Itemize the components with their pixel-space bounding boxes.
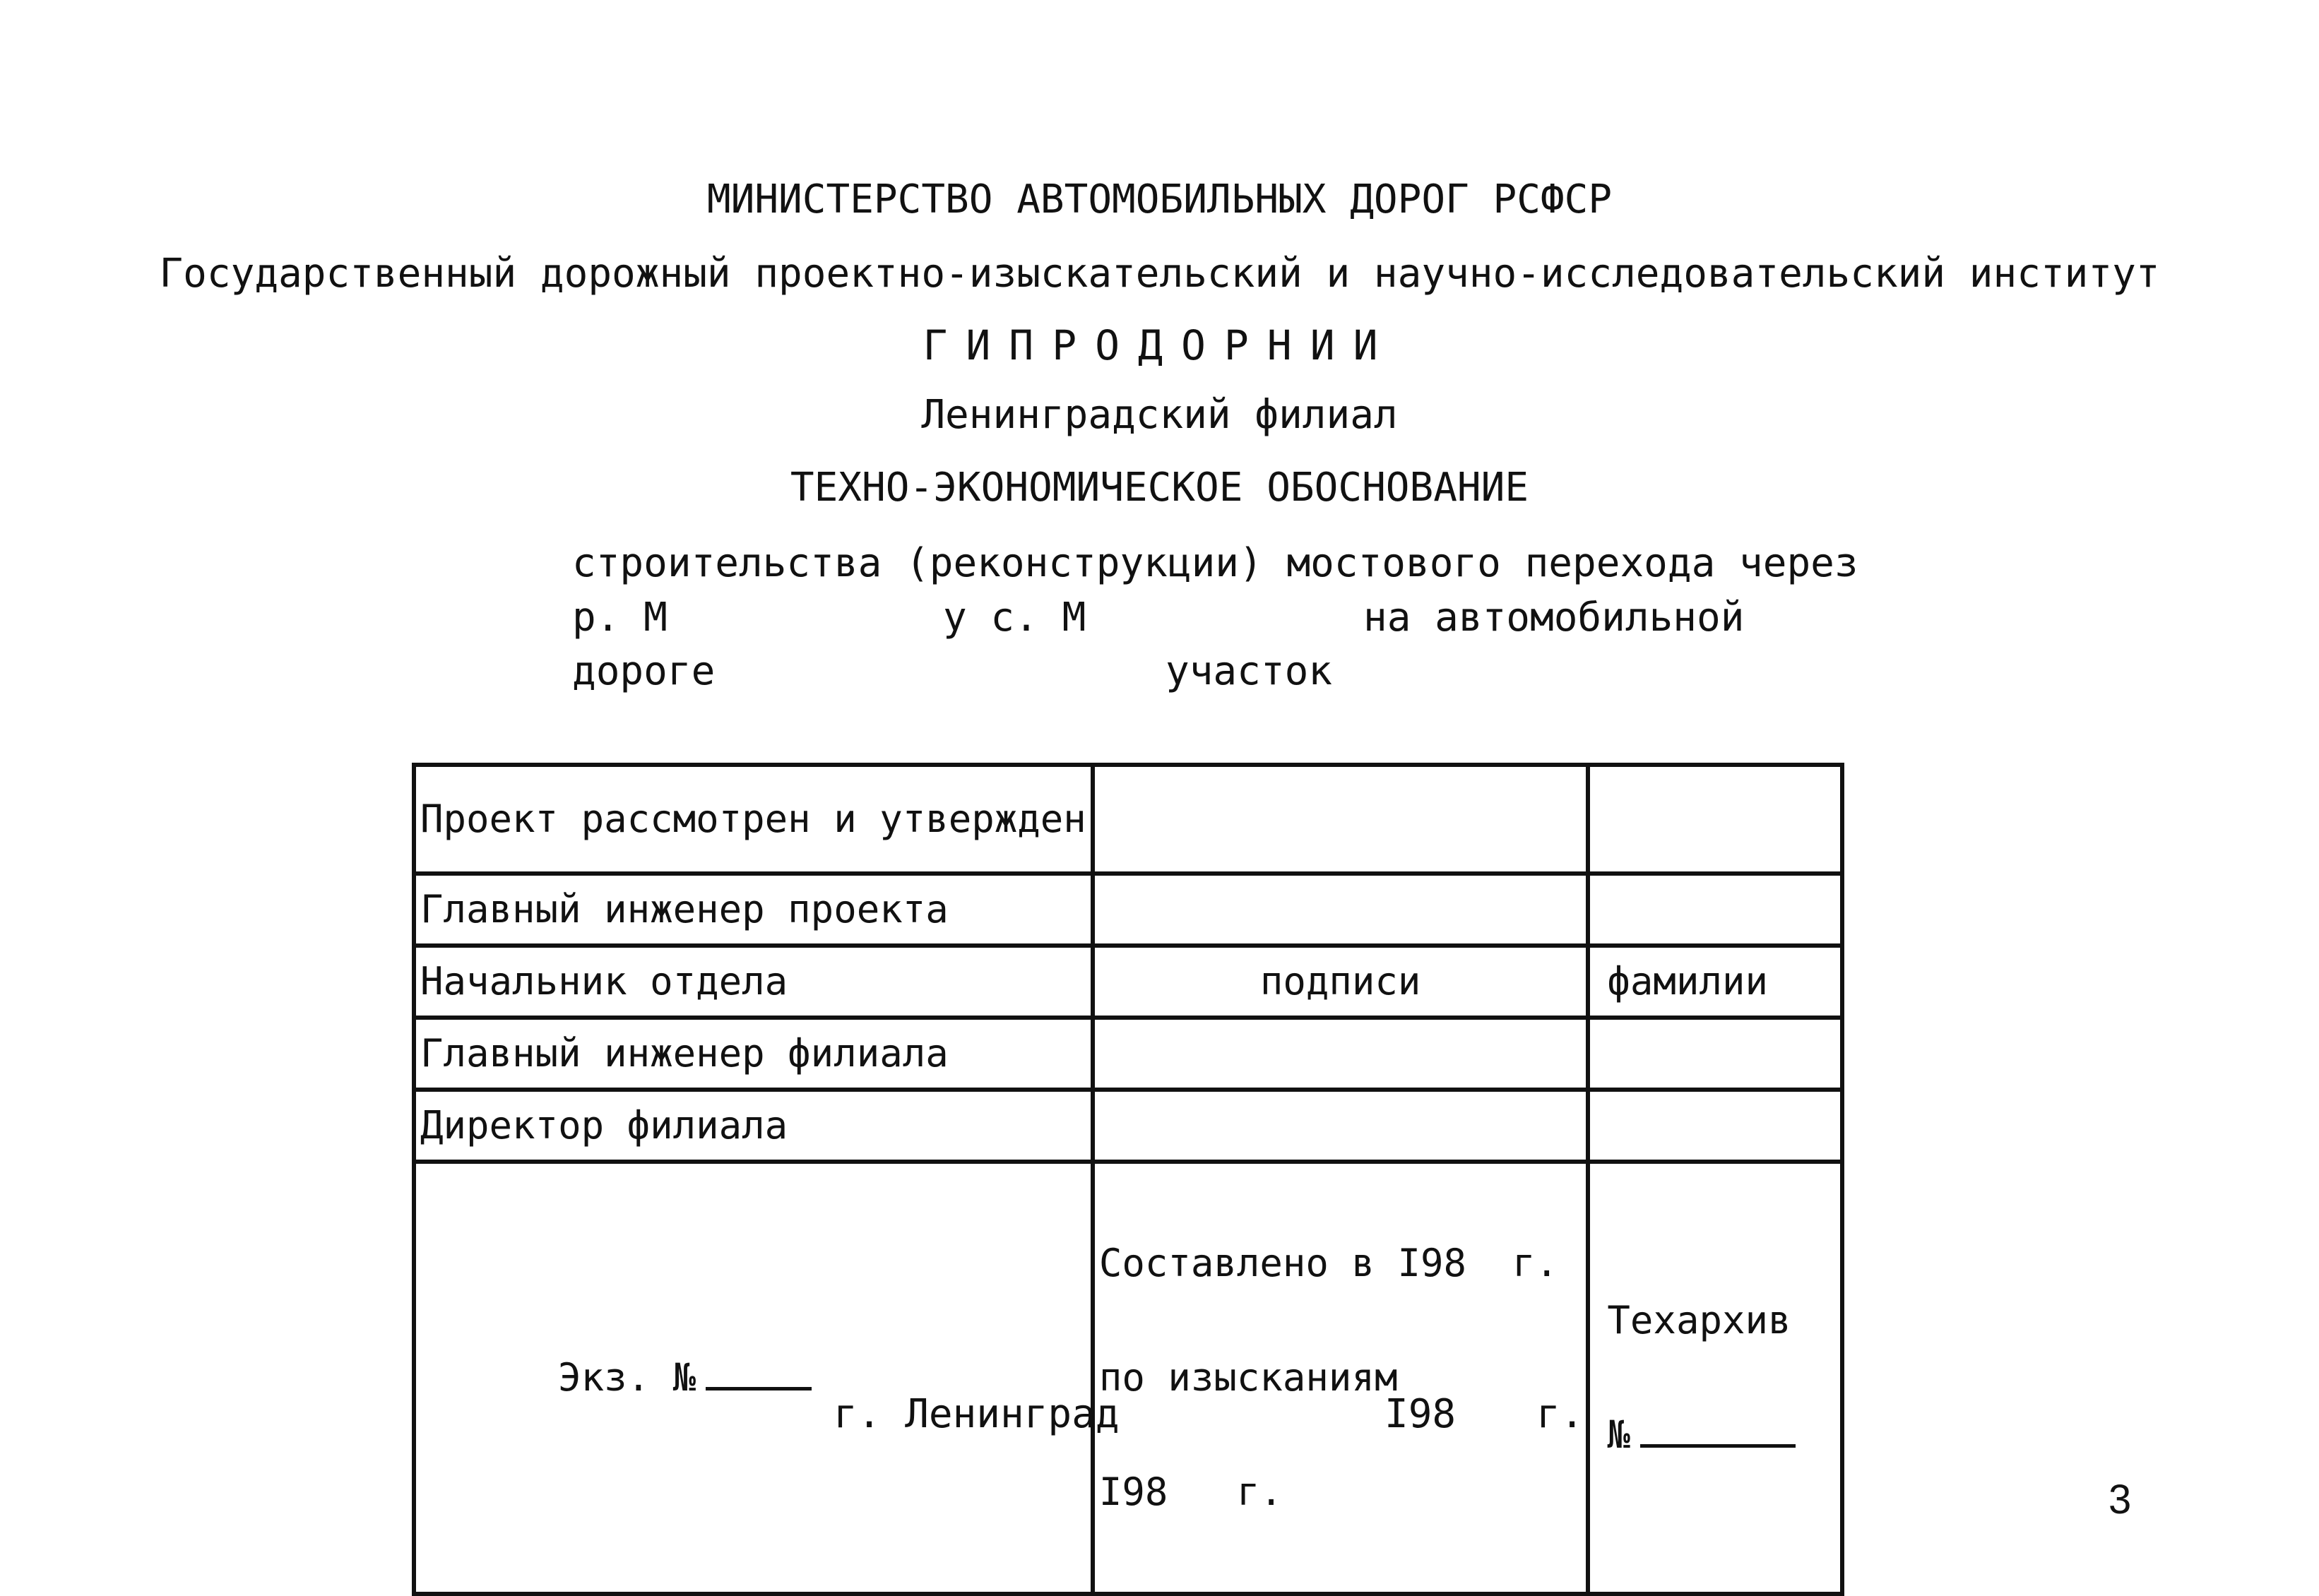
- archive-label: Техархив: [1607, 1298, 1791, 1342]
- institute-name: Государственный дорожный проектно-изыскательский и научно-исследовательский институт: [159, 251, 2160, 297]
- purpose-road: на автомобильной: [1363, 595, 1745, 641]
- compiled-cell: [1093, 1162, 1589, 1594]
- chief-project-engineer-label: Главный инженер проекта: [414, 874, 1093, 946]
- branch-director-label: Директор филиала: [414, 1090, 1093, 1162]
- ministry-title: МИНИСТЕРСТВО АВТОМОБИЛЬНЫХ ДОРОГ РСФСР: [706, 177, 1613, 222]
- table-row: [414, 874, 1842, 946]
- branch-chief-engineer-label: Главный инженер филиала: [414, 1018, 1093, 1090]
- table-row: [414, 1162, 1842, 1594]
- purpose-river: р. М: [572, 595, 668, 641]
- copy-number-blank: [706, 1387, 812, 1390]
- institute-abbreviation: ГИПРОДОРНИИ: [923, 321, 1396, 369]
- footer-year: I98: [1384, 1391, 1457, 1437]
- page-number: 3: [2109, 1477, 2132, 1523]
- signature-cell: [1093, 874, 1589, 946]
- department-head-label: Начальник отдела: [414, 946, 1093, 1018]
- purpose-section: участок: [1166, 648, 1333, 694]
- approval-table: [412, 763, 1844, 1596]
- surname-cell: [1588, 1018, 1842, 1090]
- purpose-road-word: дороге: [572, 648, 716, 694]
- table-row: [414, 765, 1842, 874]
- footer-city: г. Ленинград: [834, 1391, 1120, 1437]
- table-row: [414, 1018, 1842, 1090]
- archive-cell: [1588, 1162, 1842, 1594]
- purpose-line-1: строительства (реконструкции) мостового перехода через: [572, 540, 1858, 586]
- compiled-line-1: Составлено в I98 г.: [1098, 1241, 1559, 1285]
- branch-name: Ленинградский филиал: [921, 392, 1398, 438]
- approved-label: Проект рассмотрен и утвержден: [414, 765, 1093, 874]
- signatures-header: подписи: [1093, 946, 1589, 1018]
- footer-year-suffix: г.: [1536, 1391, 1584, 1437]
- table-row: [414, 946, 1842, 1018]
- purpose-village: у с. М: [943, 595, 1086, 641]
- signature-cell: [1093, 1018, 1589, 1090]
- signature-cell: [1093, 765, 1589, 874]
- copy-number-cell: [414, 1162, 1093, 1594]
- surnames-header: фамилии: [1588, 946, 1842, 1018]
- signature-cell: [1093, 1090, 1589, 1162]
- surname-cell: [1588, 765, 1842, 874]
- surname-cell: [1588, 1090, 1842, 1162]
- compiled-line-3: I98 г.: [1098, 1470, 1283, 1514]
- surname-cell: [1588, 874, 1842, 946]
- table-row: [414, 1090, 1842, 1162]
- compiled-line-2: по изысканиям: [1098, 1355, 1398, 1400]
- archive-number-label: №: [1607, 1412, 1630, 1457]
- document-type: ТЕХНО-ЭКОНОМИЧЕСКОЕ ОБОСНОВАНИЕ: [790, 465, 1529, 511]
- copy-number-label: Экз. №: [558, 1355, 696, 1400]
- archive-number-blank: [1640, 1444, 1796, 1448]
- archive-number-line: [1607, 1412, 1836, 1457]
